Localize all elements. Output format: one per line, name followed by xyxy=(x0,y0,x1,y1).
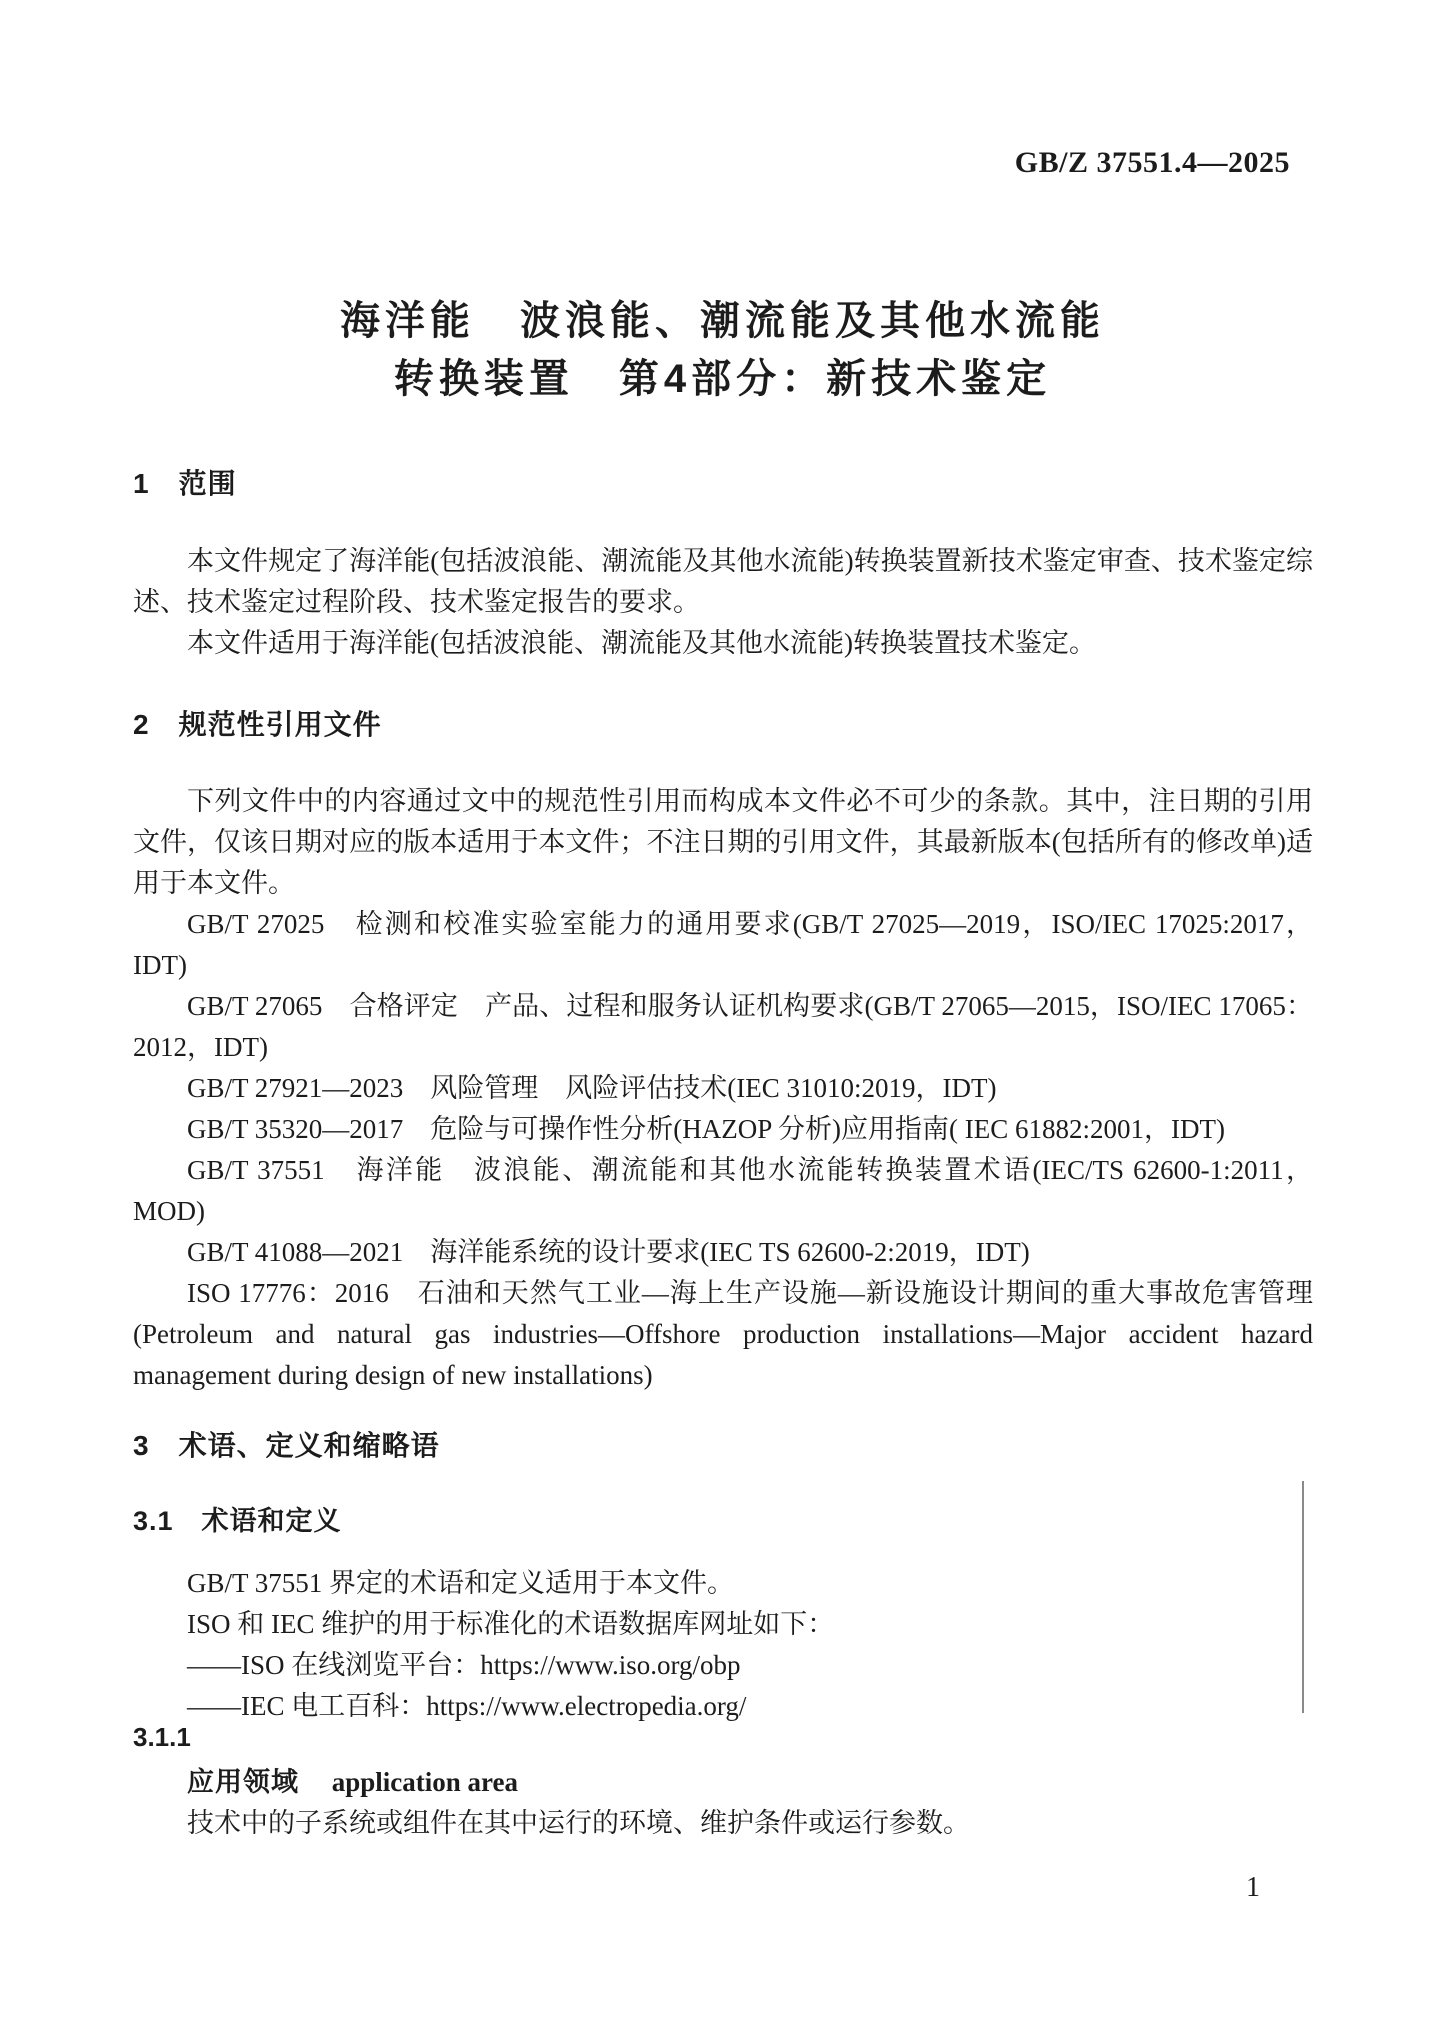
document-title-line2: 转换装置 第4部分：新技术鉴定 xyxy=(393,357,1052,401)
scope-paragraph-2: 本文件适用于海洋能(包括波浪能、潮流能及其他水流能)转换装置技术鉴定。 xyxy=(187,628,1096,658)
standard-code: GB/Z 37551.4—2025 xyxy=(1014,146,1290,179)
term-name-chinese: 应用领域 xyxy=(187,1767,299,1797)
revision-change-bar xyxy=(1302,1481,1304,1713)
section-3-1-body xyxy=(133,1563,1313,1727)
reference-item: GB/T 27921—2023 风险管理 风险评估技术(IEC 31010:2019，IDT) xyxy=(187,1073,997,1103)
document-title xyxy=(0,292,1445,408)
term-entry-number: 3.1.1 xyxy=(133,1722,191,1752)
term-name-english: application area xyxy=(331,1767,519,1797)
section-3-heading: 3 术语、定义和缩略语 xyxy=(133,1430,440,1461)
term-entry-title xyxy=(187,1760,518,1799)
normative-references-intro: 下列文件中的内容通过文中的规范性引用而构成本文件必不可少的条款。其中，注日期的引用文件，仅该日期对应的版本适用于本文件；不注日期的引用文件，其最新版本(包括所有的修改单)适用于本文件。 xyxy=(133,786,1313,898)
reference-item: GB/T 27065 合格评定 产品、过程和服务认证机构要求(GB/T 27065—2015，ISO/IEC 17065：2012，IDT) xyxy=(133,991,1313,1062)
section-2-heading: 2 规范性引用文件 xyxy=(133,709,382,740)
page-number: 1 xyxy=(1246,1872,1260,1903)
term-definition: 技术中的子系统或组件在其中运行的环境、维护条件或运行参数。 xyxy=(187,1808,970,1838)
document-title-line1: 海洋能 波浪能、潮流能及其他水流能 xyxy=(340,299,1105,343)
reference-item: GB/T 37551 海洋能 波浪能、潮流能和其他水流能转换装置术语(IEC/TS 62600-1:2011，MOD) xyxy=(133,1155,1313,1226)
terminology-database-link-iso: ——ISO 在线浏览平台：https://www.iso.org/obp xyxy=(187,1650,741,1680)
terms-paragraph-2: ISO 和 IEC 维护的用于标准化的术语数据库网址如下： xyxy=(187,1609,835,1639)
reference-item: GB/T 27025 检测和校准实验室能力的通用要求(GB/T 27025—2019，ISO/IEC 17025:2017，IDT) xyxy=(133,909,1313,980)
reference-item: GB/T 35320—2017 危险与可操作性分析(HAZOP 分析)应用指南( IEC 61882:2001，IDT) xyxy=(187,1114,1225,1144)
section-1-body xyxy=(133,541,1313,664)
terminology-database-link-iec: ——IEC 电工百科：https://www.electropedia.org/ xyxy=(187,1691,747,1721)
section-3-1-heading: 3.1 术语和定义 xyxy=(133,1506,342,1536)
reference-item: ISO 17776：2016 石油和天然气工业—海上生产设施—新设施设计期间的重大事故危害管理 (Petroleum and natural gas industries—Offshore production installations—Major accident hazard management during design of new installations) xyxy=(133,1278,1313,1390)
section-2-body xyxy=(133,781,1313,1396)
section-1-heading: 1 范围 xyxy=(133,468,237,499)
scope-paragraph-1: 本文件规定了海洋能(包括波浪能、潮流能及其他水流能)转换装置新技术鉴定审查、技术鉴定综述、技术鉴定过程阶段、技术鉴定报告的要求。 xyxy=(133,546,1313,617)
reference-item: GB/T 41088—2021 海洋能系统的设计要求(IEC TS 62600-2:2019，IDT) xyxy=(187,1237,1030,1267)
terms-paragraph-1: GB/T 37551 界定的术语和定义适用于本文件。 xyxy=(187,1568,735,1598)
